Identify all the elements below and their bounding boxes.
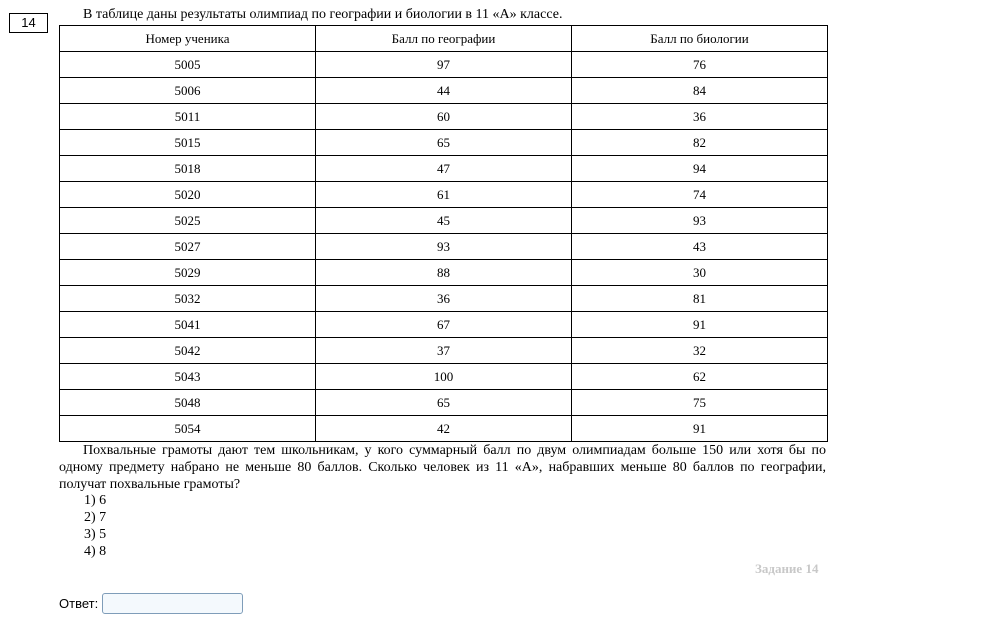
task-intro-text: В таблице даны результаты олимпиад по географии и биологии в 11 «А» классе. <box>83 7 563 22</box>
cell-student-number: 5027 <box>60 234 316 260</box>
answer-option: 2) 7 <box>84 510 107 525</box>
cell-biology-score: 91 <box>572 312 828 338</box>
cell-geography-score: 100 <box>316 364 572 390</box>
cell-student-number: 5005 <box>60 52 316 78</box>
cell-student-number: 5020 <box>60 182 316 208</box>
cell-geography-score: 93 <box>316 234 572 260</box>
cell-student-number: 5015 <box>60 130 316 156</box>
table-row <box>60 234 828 260</box>
table-row <box>60 260 828 286</box>
results-table <box>59 25 828 442</box>
cell-biology-score: 32 <box>572 338 828 364</box>
cell-geography-score: 88 <box>316 260 572 286</box>
task-label: Задание 14 <box>755 561 819 576</box>
cell-geography-score: 65 <box>316 390 572 416</box>
cell-geography-score: 44 <box>316 78 572 104</box>
cell-biology-score: 43 <box>572 234 828 260</box>
cell-geography-score: 47 <box>316 156 572 182</box>
table-row <box>60 364 828 390</box>
cell-biology-score: 93 <box>572 208 828 234</box>
table-row <box>60 416 828 442</box>
cell-geography-score: 60 <box>316 104 572 130</box>
cell-student-number: 5018 <box>60 156 316 182</box>
answer-option: 1) 6 <box>84 493 107 508</box>
table-row <box>60 390 828 416</box>
table-row <box>60 130 828 156</box>
cell-student-number: 5025 <box>60 208 316 234</box>
answer-option: 4) 8 <box>84 544 107 559</box>
table-row <box>60 338 828 364</box>
question-text: Похвальные грамоты дают тем школьникам, у кого суммарный балл по двум олимпиадам больше 150 или хотя бы по одному предмету набрано не меньше 80 баллов. Сколько человек из 11 «А», набравших меньше 80 баллов по географии, получат похвальные грамоты? <box>59 443 826 492</box>
header-biology-score: Балл по биологии <box>572 26 828 52</box>
header-geography-score: Балл по географии <box>316 26 572 52</box>
table-row <box>60 156 828 182</box>
task-number-badge: 14 <box>9 13 48 33</box>
cell-geography-score: 67 <box>316 312 572 338</box>
cell-student-number: 5011 <box>60 104 316 130</box>
table-row <box>60 208 828 234</box>
header-student-number: Номер ученика <box>60 26 316 52</box>
cell-student-number: 5029 <box>60 260 316 286</box>
table-row <box>60 286 828 312</box>
cell-student-number: 5006 <box>60 78 316 104</box>
cell-biology-score: 74 <box>572 182 828 208</box>
table-row <box>60 78 828 104</box>
cell-geography-score: 37 <box>316 338 572 364</box>
cell-biology-score: 84 <box>572 78 828 104</box>
cell-student-number: 5048 <box>60 390 316 416</box>
cell-biology-score: 75 <box>572 390 828 416</box>
table-row <box>60 182 828 208</box>
cell-biology-score: 36 <box>572 104 828 130</box>
cell-biology-score: 62 <box>572 364 828 390</box>
answer-label: Ответ: <box>59 596 99 611</box>
cell-biology-score: 94 <box>572 156 828 182</box>
table-row <box>60 312 828 338</box>
cell-student-number: 5032 <box>60 286 316 312</box>
cell-geography-score: 65 <box>316 130 572 156</box>
cell-biology-score: 30 <box>572 260 828 286</box>
cell-biology-score: 82 <box>572 130 828 156</box>
cell-student-number: 5042 <box>60 338 316 364</box>
answer-option: 3) 5 <box>84 527 107 542</box>
answer-input[interactable] <box>102 593 243 614</box>
cell-geography-score: 42 <box>316 416 572 442</box>
cell-biology-score: 91 <box>572 416 828 442</box>
cell-student-number: 5043 <box>60 364 316 390</box>
cell-student-number: 5041 <box>60 312 316 338</box>
table-header-row <box>60 26 828 52</box>
answer-options <box>84 492 106 560</box>
table-row <box>60 52 828 78</box>
table-row <box>60 104 828 130</box>
cell-geography-score: 97 <box>316 52 572 78</box>
cell-biology-score: 81 <box>572 286 828 312</box>
cell-geography-score: 36 <box>316 286 572 312</box>
cell-biology-score: 76 <box>572 52 828 78</box>
cell-geography-score: 61 <box>316 182 572 208</box>
cell-student-number: 5054 <box>60 416 316 442</box>
table-body <box>60 52 828 442</box>
cell-geography-score: 45 <box>316 208 572 234</box>
